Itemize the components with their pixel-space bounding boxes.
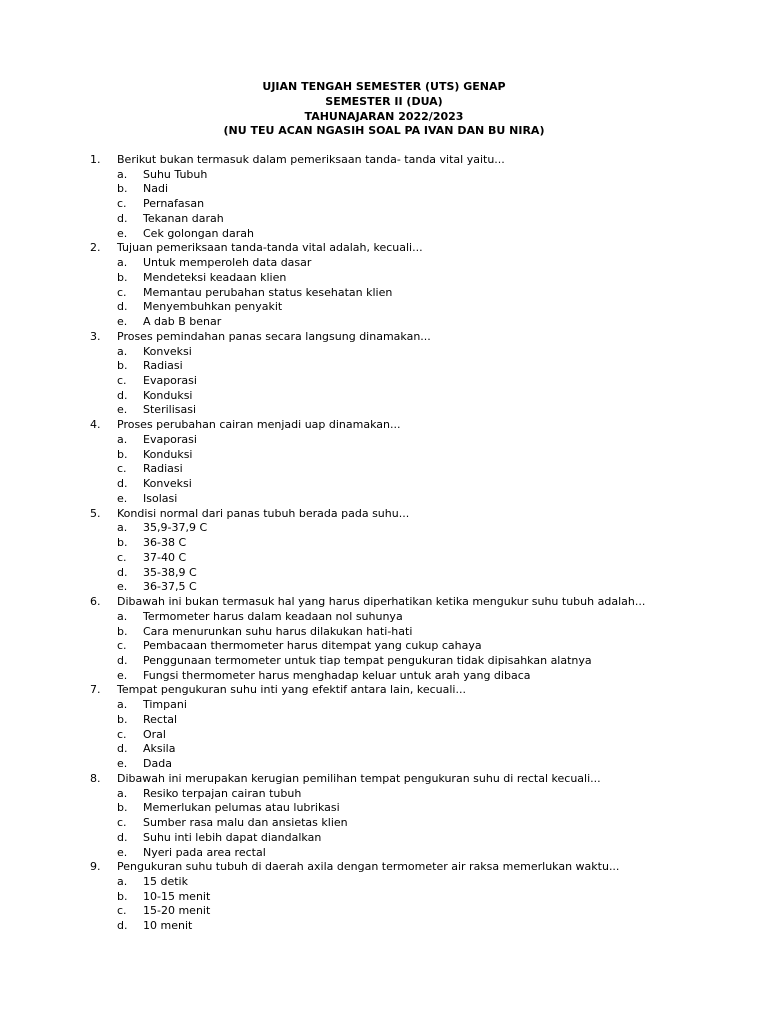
answer-option <box>90 816 750 831</box>
answer-option <box>90 801 750 816</box>
question-row <box>90 683 750 698</box>
option-text: Menyembuhkan penyakit <box>143 300 283 314</box>
option-letter: c. <box>117 550 127 564</box>
question-item <box>90 241 750 329</box>
answer-option <box>90 698 750 713</box>
answer-option <box>90 787 750 802</box>
option-text: Memerlukan pelumas atau lubrikasi <box>143 801 340 815</box>
option-letter: a. <box>117 786 128 800</box>
option-letter: a. <box>117 432 128 446</box>
option-letter: b. <box>117 712 128 726</box>
exam-semester: SEMESTER II (DUA) <box>325 94 443 108</box>
answer-option <box>90 521 750 536</box>
answer-option <box>90 669 750 684</box>
question-row <box>90 153 750 168</box>
answer-option <box>90 625 750 640</box>
option-text: Evaporasi <box>143 374 197 388</box>
option-text: 36-37,5 C <box>143 580 197 594</box>
question-item <box>90 595 750 683</box>
option-text: Evaporasi <box>143 432 197 446</box>
answer-option <box>90 742 750 757</box>
answer-option <box>90 359 750 374</box>
option-letter: b. <box>117 536 128 550</box>
question-number: 6. <box>90 595 101 609</box>
option-letter: b. <box>117 801 128 815</box>
answer-option <box>90 448 750 463</box>
answer-option <box>90 904 750 919</box>
option-letter: e. <box>117 315 128 329</box>
answer-option <box>90 536 750 551</box>
option-letter: b. <box>117 889 128 903</box>
option-letter: d. <box>117 388 128 402</box>
option-text: Fungsi thermometer harus menghadap keluar untuk arah yang dibaca <box>143 668 531 682</box>
question-row <box>90 860 750 875</box>
answer-option <box>90 433 750 448</box>
option-letter: e. <box>117 226 128 240</box>
option-text: Nyeri pada area rectal <box>143 845 266 859</box>
answer-option <box>90 919 750 934</box>
option-text: Konveksi <box>143 477 192 491</box>
option-list <box>90 787 750 861</box>
option-text: Suhu Tubuh <box>143 167 208 181</box>
question-text: Dibawah ini merupakan kerugian pemilihan tempat pengukuran suhu di rectal kecuali... <box>117 771 601 785</box>
question-number: 8. <box>90 771 101 785</box>
question-item <box>90 860 750 934</box>
option-letter: a. <box>117 874 128 888</box>
question-row <box>90 507 750 522</box>
answer-option <box>90 492 750 507</box>
exam-title: UJIAN TENGAH SEMESTER (UTS) GENAP <box>262 80 506 93</box>
option-text: 35-38,9 C <box>143 565 197 579</box>
option-text: Sterilisasi <box>143 403 197 417</box>
option-text: 15-20 menit <box>143 904 211 918</box>
option-letter: a. <box>117 698 128 712</box>
answer-option <box>90 197 750 212</box>
option-letter: c. <box>117 462 127 476</box>
answer-option <box>90 182 750 197</box>
question-number: 9. <box>90 860 101 874</box>
answer-option <box>90 580 750 595</box>
answer-option <box>90 462 750 477</box>
question-text: Dibawah ini bukan termasuk hal yang harus diperhatikan ketika mengukur suhu tubuh adalah... <box>117 595 646 609</box>
answer-option <box>90 831 750 846</box>
question-text: Pengukuran suhu tubuh di daerah axila dengan termometer air raksa memerlukan waktu... <box>117 860 620 874</box>
answer-option <box>90 566 750 581</box>
question-text: Kondisi normal dari panas tubuh berada pada suhu... <box>117 506 410 520</box>
question-item <box>90 330 750 418</box>
answer-option <box>90 256 750 271</box>
option-letter: b. <box>117 270 128 284</box>
answer-option <box>90 728 750 743</box>
option-list <box>90 345 750 419</box>
exam-year: TAHUNAJARAN 2022/2023 <box>304 109 464 123</box>
answer-option <box>90 639 750 654</box>
option-text: 35,9-37,9 C <box>143 521 208 535</box>
answer-option <box>90 168 750 183</box>
answer-option <box>90 875 750 890</box>
option-text: Cek golongan darah <box>143 226 254 240</box>
option-letter: e. <box>117 580 128 594</box>
question-list <box>90 153 750 934</box>
option-letter: a. <box>117 521 128 535</box>
option-text: 36-38 C <box>143 536 187 550</box>
option-letter: c. <box>117 285 127 299</box>
option-text: Penggunaan termometer untuk tiap tempat pengukuran tidak dipisahkan alatnya <box>143 653 592 667</box>
option-letter: a. <box>117 256 128 270</box>
option-list <box>90 433 750 507</box>
option-text: Suhu inti lebih dapat diandalkan <box>143 830 322 844</box>
answer-option <box>90 477 750 492</box>
question-number: 1. <box>90 153 101 166</box>
option-list <box>90 256 750 330</box>
option-text: Nadi <box>143 182 169 196</box>
option-list <box>90 521 750 595</box>
option-letter: c. <box>117 816 127 830</box>
answer-option <box>90 271 750 286</box>
answer-option <box>90 610 750 625</box>
option-text: A dab B benar <box>143 315 222 329</box>
option-letter: c. <box>117 904 127 918</box>
question-text: Berikut bukan termasuk dalam pemeriksaan tanda- tanda vital yaitu... <box>117 153 505 166</box>
option-letter: c. <box>117 639 127 653</box>
answer-option <box>90 757 750 772</box>
answer-option <box>90 227 750 242</box>
option-list <box>90 168 750 242</box>
option-letter: d. <box>117 565 128 579</box>
option-text: 10-15 menit <box>143 889 211 903</box>
option-text: Pernafasan <box>143 197 205 211</box>
option-letter: c. <box>117 727 127 741</box>
option-letter: a. <box>117 609 128 623</box>
option-letter: b. <box>117 447 128 461</box>
question-row <box>90 330 750 345</box>
option-letter: e. <box>117 491 128 505</box>
question-row <box>90 772 750 787</box>
option-letter: e. <box>117 403 128 417</box>
option-letter: d. <box>117 919 128 933</box>
option-text: Isolasi <box>143 491 178 505</box>
option-letter: b. <box>117 359 128 373</box>
exam-note: (NU TEU ACAN NGASIH SOAL PA IVAN DAN BU NIRA) <box>223 124 545 138</box>
option-text: Konduksi <box>143 388 193 402</box>
option-text: Cara menurunkan suhu harus dilakukan hati-hati <box>143 624 413 638</box>
option-letter: c. <box>117 197 127 211</box>
question-text: Proses pemindahan panas secara langsung dinamakan... <box>117 329 431 343</box>
answer-option <box>90 315 750 330</box>
option-letter: c. <box>117 374 127 388</box>
question-number: 3. <box>90 329 101 343</box>
option-text: Pembacaan thermometer harus ditempat yang cukup cahaya <box>143 639 482 653</box>
option-text: Rectal <box>143 712 178 726</box>
answer-option <box>90 300 750 315</box>
option-text: Konveksi <box>143 344 192 358</box>
option-list <box>90 698 750 772</box>
option-letter: d. <box>117 477 128 491</box>
option-text: Mendeteksi keadaan klien <box>143 270 287 284</box>
answer-option <box>90 654 750 669</box>
option-letter: b. <box>117 624 128 638</box>
question-item <box>90 772 750 860</box>
option-text: Termometer harus dalam keadaan nol suhunya <box>143 609 403 623</box>
question-row <box>90 418 750 433</box>
option-text: Oral <box>143 727 166 741</box>
question-item <box>90 683 750 771</box>
option-letter: a. <box>117 344 128 358</box>
option-text: Untuk memperoleh data dasar <box>143 256 312 270</box>
option-text: 15 detik <box>143 874 188 888</box>
question-row <box>90 241 750 256</box>
question-text: Tujuan pemeriksaan tanda-tanda vital adalah, kecuali... <box>117 241 423 255</box>
answer-option <box>90 403 750 418</box>
option-list <box>90 610 750 684</box>
option-letter: d. <box>117 742 128 756</box>
answer-option <box>90 890 750 905</box>
option-text: Sumber rasa malu dan ansietas klien <box>143 816 348 830</box>
option-text: Resiko terpajan cairan tubuh <box>143 786 302 800</box>
option-letter: b. <box>117 182 128 196</box>
question-item <box>90 418 750 506</box>
answer-option <box>90 345 750 360</box>
option-text: Dada <box>143 757 172 771</box>
option-text: Radiasi <box>143 462 183 476</box>
option-list <box>90 875 750 934</box>
option-text: 37-40 C <box>143 550 187 564</box>
option-letter: d. <box>117 830 128 844</box>
option-letter: a. <box>117 167 128 181</box>
question-text: Proses perubahan cairan menjadi uap dinamakan... <box>117 418 401 432</box>
answer-option <box>90 846 750 861</box>
question-number: 2. <box>90 241 101 255</box>
option-text: Konduksi <box>143 447 193 461</box>
question-row <box>90 595 750 610</box>
exam-header <box>0 80 768 139</box>
option-letter: d. <box>117 211 128 225</box>
option-text: Timpani <box>143 698 187 712</box>
question-number: 4. <box>90 418 101 432</box>
option-letter: e. <box>117 845 128 859</box>
option-text: Aksila <box>143 742 176 756</box>
answer-option <box>90 374 750 389</box>
option-letter: e. <box>117 757 128 771</box>
answer-option <box>90 212 750 227</box>
option-letter: d. <box>117 653 128 667</box>
answer-option <box>90 551 750 566</box>
option-text: Tekanan darah <box>143 211 224 225</box>
question-item <box>90 153 750 241</box>
option-letter: d. <box>117 300 128 314</box>
question-text: Tempat pengukuran suhu inti yang efektif antara lain, kecuali... <box>117 683 466 697</box>
option-text: 10 menit <box>143 919 193 933</box>
answer-option <box>90 286 750 301</box>
answer-option <box>90 713 750 728</box>
option-text: Radiasi <box>143 359 183 373</box>
question-number: 5. <box>90 506 101 520</box>
question-item <box>90 507 750 595</box>
question-number: 7. <box>90 683 101 697</box>
answer-option <box>90 389 750 404</box>
option-letter: e. <box>117 668 128 682</box>
option-text: Memantau perubahan status kesehatan klien <box>143 285 393 299</box>
